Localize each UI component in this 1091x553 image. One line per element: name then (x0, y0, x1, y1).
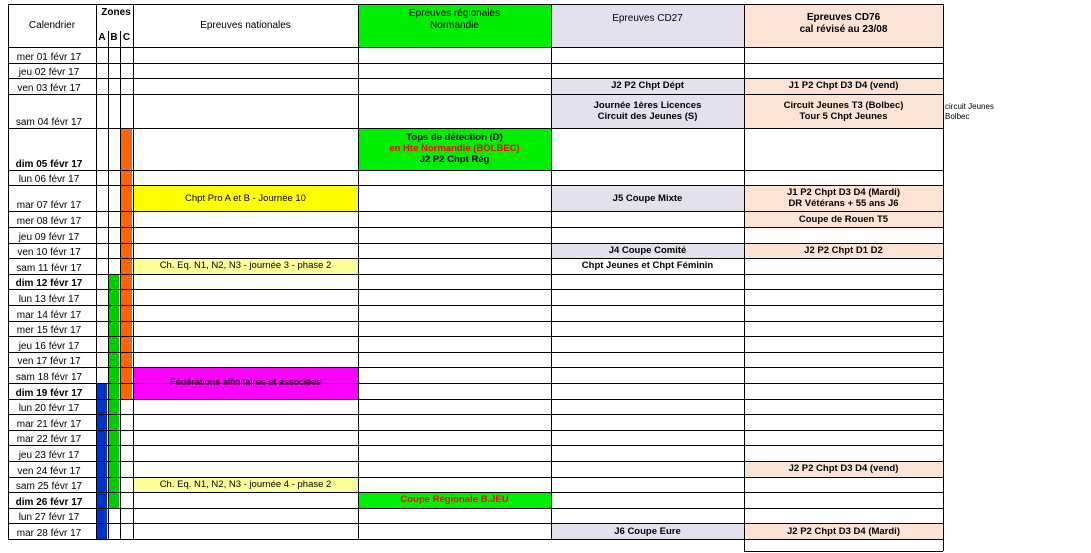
cd76-event (744, 461, 943, 477)
date-cell: jeu 16 févr 17 (18, 340, 80, 352)
national-event (133, 367, 358, 398)
date-cell: sam 11 févr 17 (16, 262, 82, 274)
national-event-line: Ch. Eq. N1, N2, N3 - journée 4 - phase 2 (159, 478, 332, 490)
cd27-event-line: J2 P2 Chpt Dépt (611, 80, 684, 92)
cd76-event-line: Tour 5 Chpt Jeunes (799, 110, 888, 122)
grid-line (8, 445, 943, 446)
header-calendrier: Calendrier (28, 19, 76, 31)
regional-event-line: J2 P2 Chpt Rég (419, 154, 490, 166)
grid-line (8, 47, 943, 48)
national-event-line: Ch. Eq. N1, N2, N3 - journée 3 - phase 2 (159, 260, 332, 272)
date-cell: ven 24 févr 17 (17, 465, 81, 477)
cd76-event-line: Coupe de Rouen T5 (798, 213, 889, 225)
date-cell: dim 05 févr 17 (15, 158, 83, 170)
cd76-event (744, 185, 943, 211)
grid-line (8, 539, 943, 540)
cd76-event-line: J1 P2 Chpt D3 D4 (vend) (788, 80, 899, 92)
grid-line (8, 305, 943, 306)
date-cell: ven 17 févr 17 (17, 356, 81, 368)
date-cell: lun 20 févr 17 (18, 403, 80, 415)
cd76-event-line: Circuit Jeunes T3 (Bolbec) (783, 99, 904, 111)
cd76-event-line: DR Vétérans + 55 ans J6 (788, 198, 899, 210)
grid-line (8, 414, 943, 415)
date-cell: dim 26 févr 17 (15, 496, 83, 508)
cd27-event-line: J4 Coupe Comité (608, 244, 687, 256)
national-event (133, 258, 358, 274)
date-cell: mer 08 févr 17 (16, 215, 82, 227)
grid-line (8, 508, 943, 509)
grid-line (96, 4, 97, 539)
national-event (133, 477, 358, 493)
date-cell: dim 12 févr 17 (15, 278, 83, 290)
header-cd76-line: Epreuves CD76 (806, 12, 881, 23)
date-cell: lun 13 févr 17 (18, 293, 80, 305)
regional-event (358, 492, 551, 508)
header-regionales-line: Normandie (430, 20, 479, 31)
grid-line (943, 4, 944, 551)
grid-line (8, 274, 943, 275)
cd76-event-line: J2 P2 Chpt D1 D2 (804, 244, 883, 256)
header-nationales: Epreuves nationales (200, 19, 291, 31)
date-cell: sam 25 févr 17 (15, 481, 83, 493)
cd27-event-line: J6 Coupe Eure (614, 525, 681, 537)
header-regionales (358, 4, 551, 47)
national-event (133, 185, 358, 211)
national-event-line: Chpt Pro A et B - Journée 10 (185, 192, 306, 204)
cd27-event (551, 243, 744, 259)
grid-line (8, 227, 943, 228)
date-cell: mar 14 févr 17 (16, 309, 82, 321)
date-cell: mar 07 févr 17 (16, 200, 82, 212)
regional-event-line: Coupe Régionale B.JEU (400, 494, 509, 506)
cd76-event (744, 94, 943, 128)
header-cd27: Epreuves CD27 (551, 4, 744, 47)
header-zones: Zones (101, 7, 131, 18)
regional-event-line: en Hte Normandie (BOLBEC) (389, 143, 520, 155)
cd27-event (551, 185, 744, 211)
cd27-event-line: Chpt Jeunes et Chpt Féminin (581, 260, 714, 272)
grid-line (744, 551, 943, 552)
cd76-event-line: J1 P2 Chpt D3 D4 (Mardi) (787, 187, 900, 199)
cd76-event (744, 211, 943, 227)
header-zone-b: B (110, 32, 118, 43)
grid-line (8, 321, 943, 322)
cd27-event (551, 258, 744, 274)
date-cell: jeu 23 févr 17 (18, 449, 80, 461)
cd27-event (551, 523, 744, 539)
date-cell: lun 06 févr 17 (18, 174, 80, 186)
grid-line (8, 399, 943, 400)
date-cell: jeu 09 févr 17 (18, 231, 80, 243)
date-cell: mer 15 févr 17 (16, 325, 82, 337)
national-event-line: Fédérations affinitaires et associées (169, 377, 322, 389)
cd76-event (744, 523, 943, 539)
grid-line (8, 336, 943, 337)
grid-line (358, 4, 359, 539)
date-cell: sam 18 févr 17 (15, 371, 83, 383)
cd76-event-line: J2 P2 Chpt D3 D4 (vend) (788, 463, 899, 475)
header-zone-c: C (122, 32, 131, 43)
date-cell: lun 27 févr 17 (18, 512, 80, 524)
grid-line (8, 289, 943, 290)
date-cell: ven 10 févr 17 (17, 247, 81, 259)
regional-event (358, 128, 551, 170)
grid-line (108, 31, 109, 539)
grid-line (8, 430, 943, 431)
date-cell: mar 21 févr 17 (16, 418, 82, 430)
grid-line (8, 170, 943, 171)
header-cd76-line: cal révisé au 23/08 (799, 24, 888, 35)
grid-line (8, 352, 943, 353)
side-note-line: Bolbec (945, 111, 970, 121)
date-cell: dim 19 févr 17 (15, 387, 83, 399)
date-cell: ven 03 févr 17 (17, 82, 81, 94)
date-cell: mer 01 févr 17 (16, 51, 82, 63)
cd27-event-line: J5 Coupe Mixte (612, 192, 683, 204)
side-note-line: circuit Jeunes (945, 101, 994, 111)
header-cd76 (744, 4, 943, 47)
cd27-event (551, 94, 744, 128)
grid-line (120, 31, 121, 539)
date-cell: mar 28 févr 17 (16, 527, 82, 539)
cd27-event-line: Journée 1ères Licences (593, 99, 702, 111)
cd76-event (744, 243, 943, 259)
cd27-event (551, 78, 744, 94)
date-cell: sam 04 févr 17 (15, 116, 83, 128)
zone-c-bar (121, 128, 132, 399)
side-note (945, 102, 994, 122)
grid-line (8, 63, 943, 64)
cd27-event-line: Circuit des Jeunes (S) (597, 110, 698, 122)
date-cell: jeu 02 févr 17 (18, 67, 80, 79)
regional-event-line: Tops de détection (D) (406, 132, 503, 144)
cd76-event (744, 78, 943, 94)
cd76-event-line: J2 P2 Chpt D3 D4 (Mardi) (787, 525, 900, 537)
header-regionales-line: Epreuves régionales (408, 8, 501, 19)
header-zone-a: A (98, 32, 106, 43)
date-cell: mar 22 févr 17 (16, 434, 82, 446)
zone-b-bar (109, 274, 119, 508)
